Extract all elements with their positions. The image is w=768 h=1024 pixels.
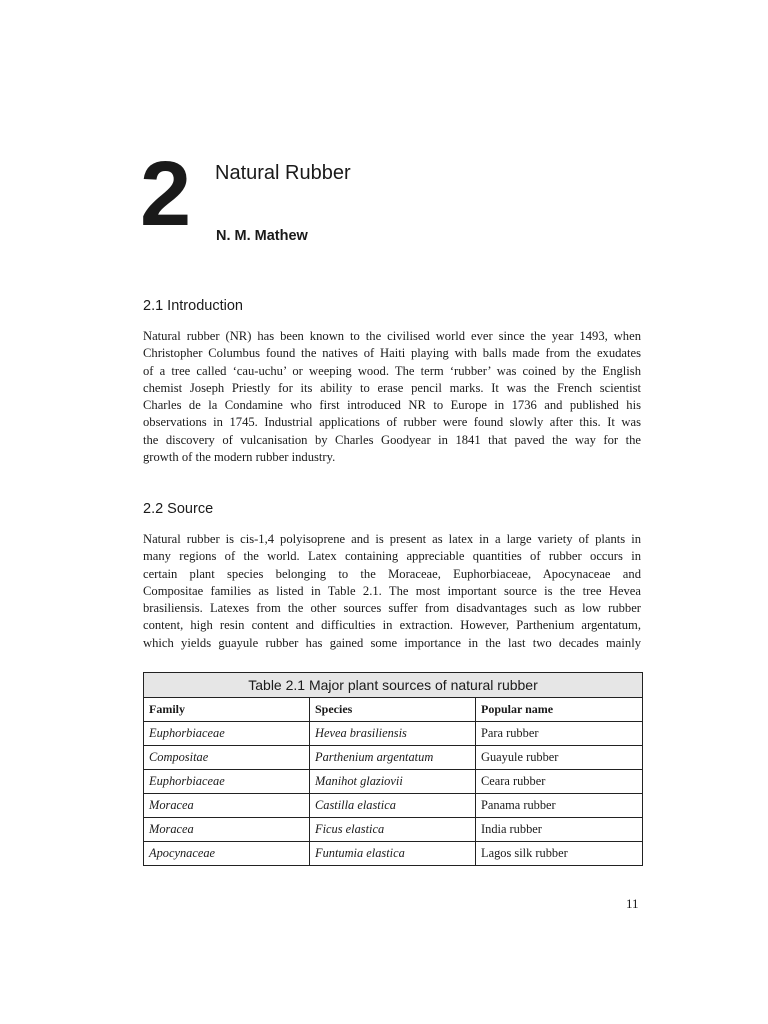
cell-family: Euphorbiaceae xyxy=(144,722,310,745)
paragraph-line: certain plant species belonging to the Moraceae, Euphorbiaceae, Apocynaceae and xyxy=(143,566,641,581)
paragraph-line: observations in 1745. Industrial applications of rubber were found slowly after this. It was xyxy=(143,415,641,430)
table-row xyxy=(144,770,642,794)
chapter-number: 2 xyxy=(140,143,190,245)
cell-species: Funtumia elastica xyxy=(310,842,476,865)
paragraph-line: growth of the modern rubber industry. xyxy=(143,450,336,465)
table-row xyxy=(144,842,642,865)
section-heading-source: 2.2 Source xyxy=(143,501,214,517)
cell-family: Compositae xyxy=(144,746,310,769)
cell-popular-name: Ceara rubber xyxy=(481,774,546,788)
paragraph-line: Natural rubber (NR) has been known to the civilised world ever since the year 1493, when xyxy=(143,329,641,343)
paragraph-line: chemist Joseph Priestly for its ability to erase pencil marks. It was the French scientist xyxy=(143,380,641,395)
cell-popular-name: Lagos silk rubber xyxy=(481,846,568,860)
cell-popular-name: India rubber xyxy=(481,822,542,836)
cell-species: Hevea brasiliensis xyxy=(310,722,476,745)
paragraph-line: Compositae families as listed in Table 2.1. The most important source is the tree Hevea xyxy=(143,583,641,598)
table-caption: Table 2.1 Major plant sources of natural rubber xyxy=(144,673,642,698)
table-row xyxy=(144,794,642,818)
cell-family: Moracea xyxy=(144,818,310,841)
header-species: Species xyxy=(310,698,476,721)
cell-species: Castilla elastica xyxy=(310,794,476,817)
paragraph-line: Christopher Columbus found the natives of Haiti playing with balls made from the exudates xyxy=(143,346,641,361)
section-heading-introduction: 2.1 Introduction xyxy=(143,298,243,314)
paragraph-line: Natural rubber is cis-1,4 polyisoprene and is present as latex in a large variety of plants in xyxy=(143,532,641,546)
source-paragraph xyxy=(143,531,641,652)
cell-species: Parthenium argentatum xyxy=(310,746,476,769)
cell-popular-name: Panama rubber xyxy=(481,798,556,812)
header-family: Family xyxy=(144,698,310,721)
cell-popular-name: Para rubber xyxy=(481,726,539,740)
chapter-author: N. M. Mathew xyxy=(216,228,308,244)
chapter-title: Natural Rubber xyxy=(215,162,351,184)
paragraph-line: many regions of the world. Latex containing appreciable quantities of rubber occurs in xyxy=(143,549,641,564)
paragraph-line: the discovery of vulcanisation by Charles Goodyear in 1841 that paved the way for the xyxy=(143,432,641,447)
page-number: 11 xyxy=(626,896,639,911)
cell-family: Apocynaceae xyxy=(144,842,310,865)
paragraph-line: of a tree called ‘cau-uchu’ or weeping wood. The term ‘rubber’ was coined by the English xyxy=(143,363,641,378)
paragraph-line: Charles de la Condamine who first introduced NR to Europe in 1736 and published his xyxy=(143,398,641,413)
cell-family: Euphorbiaceae xyxy=(144,770,310,793)
cell-family: Moracea xyxy=(144,794,310,817)
cell-popular-name: Guayule rubber xyxy=(481,750,559,764)
table-row xyxy=(144,722,642,746)
header-popular-name: Popular name xyxy=(481,702,554,716)
cell-species: Manihot glaziovii xyxy=(310,770,476,793)
paragraph-line: brasiliensis. Latexes from the other sources suffer from disadvantages such as low rubber xyxy=(143,601,641,616)
cell-species: Ficus elastica xyxy=(310,818,476,841)
plant-sources-table xyxy=(143,672,643,866)
paragraph-line: content, high resin content and difficulties in extraction. However, Parthenium argentatum, xyxy=(143,618,641,633)
introduction-paragraph xyxy=(143,328,641,466)
table-header-row xyxy=(144,698,642,722)
table-row xyxy=(144,818,642,842)
table-row xyxy=(144,746,642,770)
paragraph-line: which yields guayule rubber has gained some importance in the last two decades mainly xyxy=(143,635,641,650)
